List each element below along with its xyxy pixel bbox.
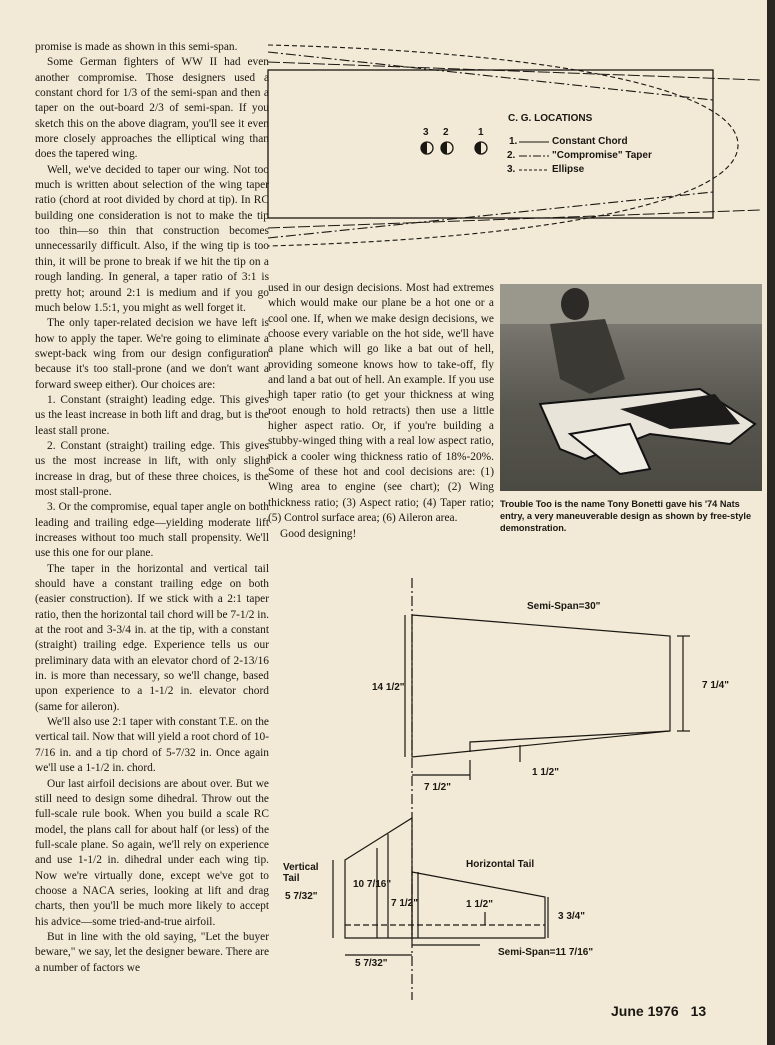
legend-number: 2. [507, 150, 516, 161]
issue-date: June 1976 [611, 1003, 679, 1019]
vtail-base-label: 5 7/32" [355, 958, 388, 969]
root-chord-label: 14 1/2" [372, 682, 405, 693]
horizontal-tail-label: Horizontal Tail [466, 859, 535, 870]
page-edge [767, 0, 775, 1045]
cg-marker-label: 1 [478, 127, 484, 138]
paragraph: The taper in the horizontal and vertical tail should have a constant trailing edge on both (easier construction). If we stick with a 2:1 taper ratio, then the horizontal tail chord will be 7-1/2 in. at the root and 3-3/4 in. at the tip, with a constant (straight) trailing edge. Experience tells us our preliminary data with an elevator chord of 2-13/16 in. is more than necessary, so we'll change, based upon experience to a 1-1/2 in. elevator chord (same for aileron). [35, 562, 269, 713]
photo-caption: Trouble Too is the name Tony Bonetti gave his '74 Nats entry, a very maneuverable design as shown by free-style demonstration. [500, 499, 752, 533]
elevator-chord-label: 1 1/2" [466, 899, 493, 910]
legend-label: Ellipse [552, 164, 585, 175]
vertical-tail-label: Vertical Tail [283, 862, 319, 884]
legend-label: "Compromise" Taper [552, 150, 652, 161]
paragraph: Good designing! [280, 527, 357, 540]
paragraph: used in our design decisions. Most had extremes which would make our plane be a hot one or a cool one. If, when we make design decisions, we choose every variable on the hot side, we'll have a plane which will go like a bat out of hell, providing someone knows how to take-off, fly and land a bat out of hell. An example. If you use high taper ratio (to get your thickness at wing root enough to hold retracts) then use a little higher aspect ratio. Or, if you're building a stubby-winged thing with a real low aspect ratio, pick a cooler wing thickness ratio of 18%-20%. Some of these hot and cool decisions are: (1) Wing area to engine (see chart); (2) Wing thickness ratio; (3) Aspect ratio; (4) Taper ratio; (5) Control surface area; (6) Aileron area. [268, 282, 494, 525]
htail-root-label: 7 1/2" [391, 898, 418, 909]
vtail-root-label: 10 7/16" [353, 879, 392, 890]
vtail-tip-label: 5 7/32" [285, 891, 318, 902]
cg-locations-title: C. G. LOCATIONS [508, 113, 593, 124]
paragraph: Our last airfoil decisions are about over. But we still need to design some dihedral. Throw out the full-scale rule book. When you build a scale RC model, the plans call for about half (or less) of the full-scale plane. So again, we'll rely on experience and use 1-1/2 in. dihedral under each wing tip. Now we're virtually done, except we've got to choose a NACA series, looking at lift and drag charts, then you'll be much more likely to accept his advice—some tried-and-true airfoil. [35, 777, 269, 928]
paragraph: The only taper-related decision we have left is how to apply the taper. We're going to eliminate a swept-back wing from our design configuration because it's too stall-prone (and we don't want a forward sweep either). Our choices are: [35, 317, 269, 391]
paragraph: Some German fighters of WW II had even another compromise. Those designers used a constant chord for 1/3 of the semi-span and then a taper on the out-board 2/3 of semi-span. If you sketch this on the above diagram, you'll see it even more closely approaches the elliptical wing than does the tapered wing. [35, 56, 269, 161]
htail-tip-label: 3 3/4" [558, 911, 585, 922]
tip-chord-label: 7 1/4" [702, 680, 729, 691]
paragraph: We'll also use 2:1 taper with constant T.E. on the vertical tail. Now that will yield a root chord of 10-7/16 in. and a tip chord of 5-7/32 in. Once again we'll use a 1-1/2 in. chord. [35, 716, 269, 775]
page-number: 13 [690, 1003, 707, 1019]
wing-outline [412, 615, 670, 757]
paragraph: But in line with the old saying, "Let the buyer beware," we say, let the designer beware. There are a number of factors we [35, 930, 269, 974]
legend-label: Constant Chord [552, 136, 628, 147]
cg-marker-label: 2 [443, 127, 449, 138]
page-footer [611, 1003, 714, 1019]
legend-number: 3. [507, 164, 516, 175]
aileron-length-label: 7 1/2" [424, 782, 451, 793]
paragraph: 1. Constant (straight) leading edge. This gives us the least increase in both lift and drag, but is the least stall prone. [35, 393, 269, 437]
htail-semi-span-label: Semi-Span=11 7/16" [498, 947, 594, 958]
vertical-tail-outline [345, 818, 412, 938]
paragraph: Well, we've decided to taper our wing. Not too much is written about selection of the wing taper ratio (chord at root divided by chord at tip). In RC building one consideration is not to make the tip too thin—so thin that construction becomes unnecessarily difficult. Also, if the wing tip is too thin, it will be prone to break if we hit the tip on a rough landing. In general, a taper ratio of 3:1 is pretty hot; around 2:1 is medium and if you go much below 1.5:1, you might as well forget it. [35, 163, 269, 314]
paragraph: 3. Or the compromise, equal taper angle on both leading and trailing edge—yielding moderate lift increases without too much stall propensity. We'll use this one for our plane. [35, 501, 269, 560]
wing-semi-span-label: Semi-Span=30" [527, 601, 601, 612]
cg-marker-label: 3 [423, 127, 429, 138]
paragraph: promise is made as shown in this semi-span. [35, 41, 238, 53]
paragraph: 2. Constant (straight) trailing edge. This gives us the most increase in lift, with only slight increase in drag, but of these three choices, is the most stall-prone. [35, 439, 269, 498]
legend-number: 1. [509, 136, 518, 147]
aileron-chord-label: 1 1/2" [532, 767, 559, 778]
